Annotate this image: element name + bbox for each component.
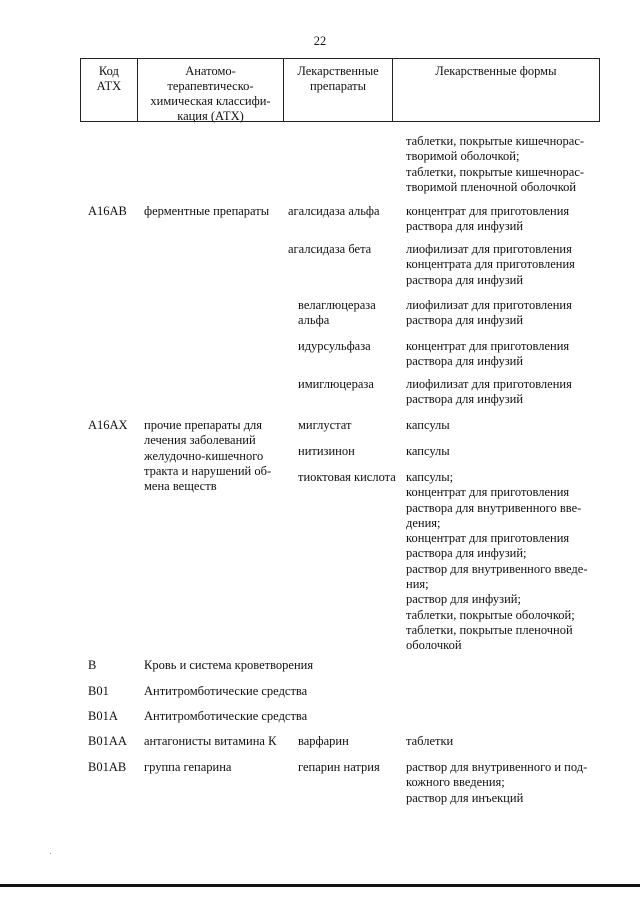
form-cell: лиофилизат для приготовления раствора для инфузий xyxy=(406,377,572,407)
drug-cell: варфарин xyxy=(298,734,349,748)
form-cell: лиофилизат для приготовления концентрата для приготовления раствора для инфузий xyxy=(406,242,575,287)
drug-cell: агалсидаза альфа xyxy=(288,204,380,218)
drug-cell: тиоктовая кислота xyxy=(298,470,396,484)
code-cell: B01AB xyxy=(88,760,127,774)
header-classification: Анатомо- терапевтическо- химическая классифи- кация (АТХ) xyxy=(150,64,271,123)
bottom-rule xyxy=(0,884,640,887)
scan-speck xyxy=(50,853,51,854)
form-cell: раствор для внутривенного и под- кожного введения; раствор для инъекций xyxy=(406,760,588,805)
code-cell: A16AB xyxy=(88,204,127,218)
form-cell: капсулы xyxy=(406,418,450,432)
code-cell: B xyxy=(88,658,97,672)
form-cell: таблетки, покрытые кишечнорас- творимой оболочкой; таблетки, покрытые кишечнорас- творимой пленочной оболочкой xyxy=(406,134,585,194)
drug-cell: велаглюцераза альфа xyxy=(298,298,376,328)
code-cell: B01 xyxy=(88,684,109,698)
form-cell: капсулы xyxy=(406,444,450,458)
classification-cell: Кровь и система кроветворения xyxy=(144,658,314,672)
code-cell: A16AX xyxy=(88,418,128,432)
drug-cell: идурсульфаза xyxy=(298,339,371,353)
drug-cell: миглустат xyxy=(298,418,352,432)
header-code: Код АТХ xyxy=(96,64,122,93)
classification-cell: Антитромботические средства xyxy=(144,709,308,723)
header-forms: Лекарственные формы xyxy=(435,64,557,78)
form-cell: концентрат для приготовления раствора для инфузий xyxy=(406,204,570,234)
classification-cell: ферментные препараты xyxy=(144,204,270,218)
form-cell: лиофилизат для приготовления раствора для инфузий xyxy=(406,298,572,328)
drug-cell: нитизинон xyxy=(298,444,355,458)
header-drugs: Лекарственные препараты xyxy=(297,64,379,93)
drug-cell: имиглюцераза xyxy=(298,377,374,391)
classification-cell: антагонисты витамина К xyxy=(144,734,277,748)
drug-cell: гепарин натрия xyxy=(298,760,380,774)
form-cell: таблетки xyxy=(406,734,454,748)
drug-cell: агалсидаза бета xyxy=(288,242,372,256)
form-cell: капсулы; концентрат для приготовления раствора для внутривенного вве- дения; концентрат для приготовления раствора для инфузий; раствор для внутривенного введе- ния; раствор для инфузий; таблетки, покрытые оболочкой; таблетки, покрытые пленочной оболочкой xyxy=(406,470,588,653)
code-cell: B01AA xyxy=(88,734,127,748)
classification-cell: прочие препараты для лечения заболеваний желудочно-кишечного тракта и нарушений об- мена веществ xyxy=(144,418,272,494)
classification-cell: группа гепарина xyxy=(144,760,232,774)
classification-cell: Антитромботические средства xyxy=(144,684,308,698)
form-cell: концентрат для приготовления раствора для инфузий xyxy=(406,339,570,369)
page-number: 22 xyxy=(313,34,327,48)
code-cell: B01A xyxy=(88,709,118,723)
